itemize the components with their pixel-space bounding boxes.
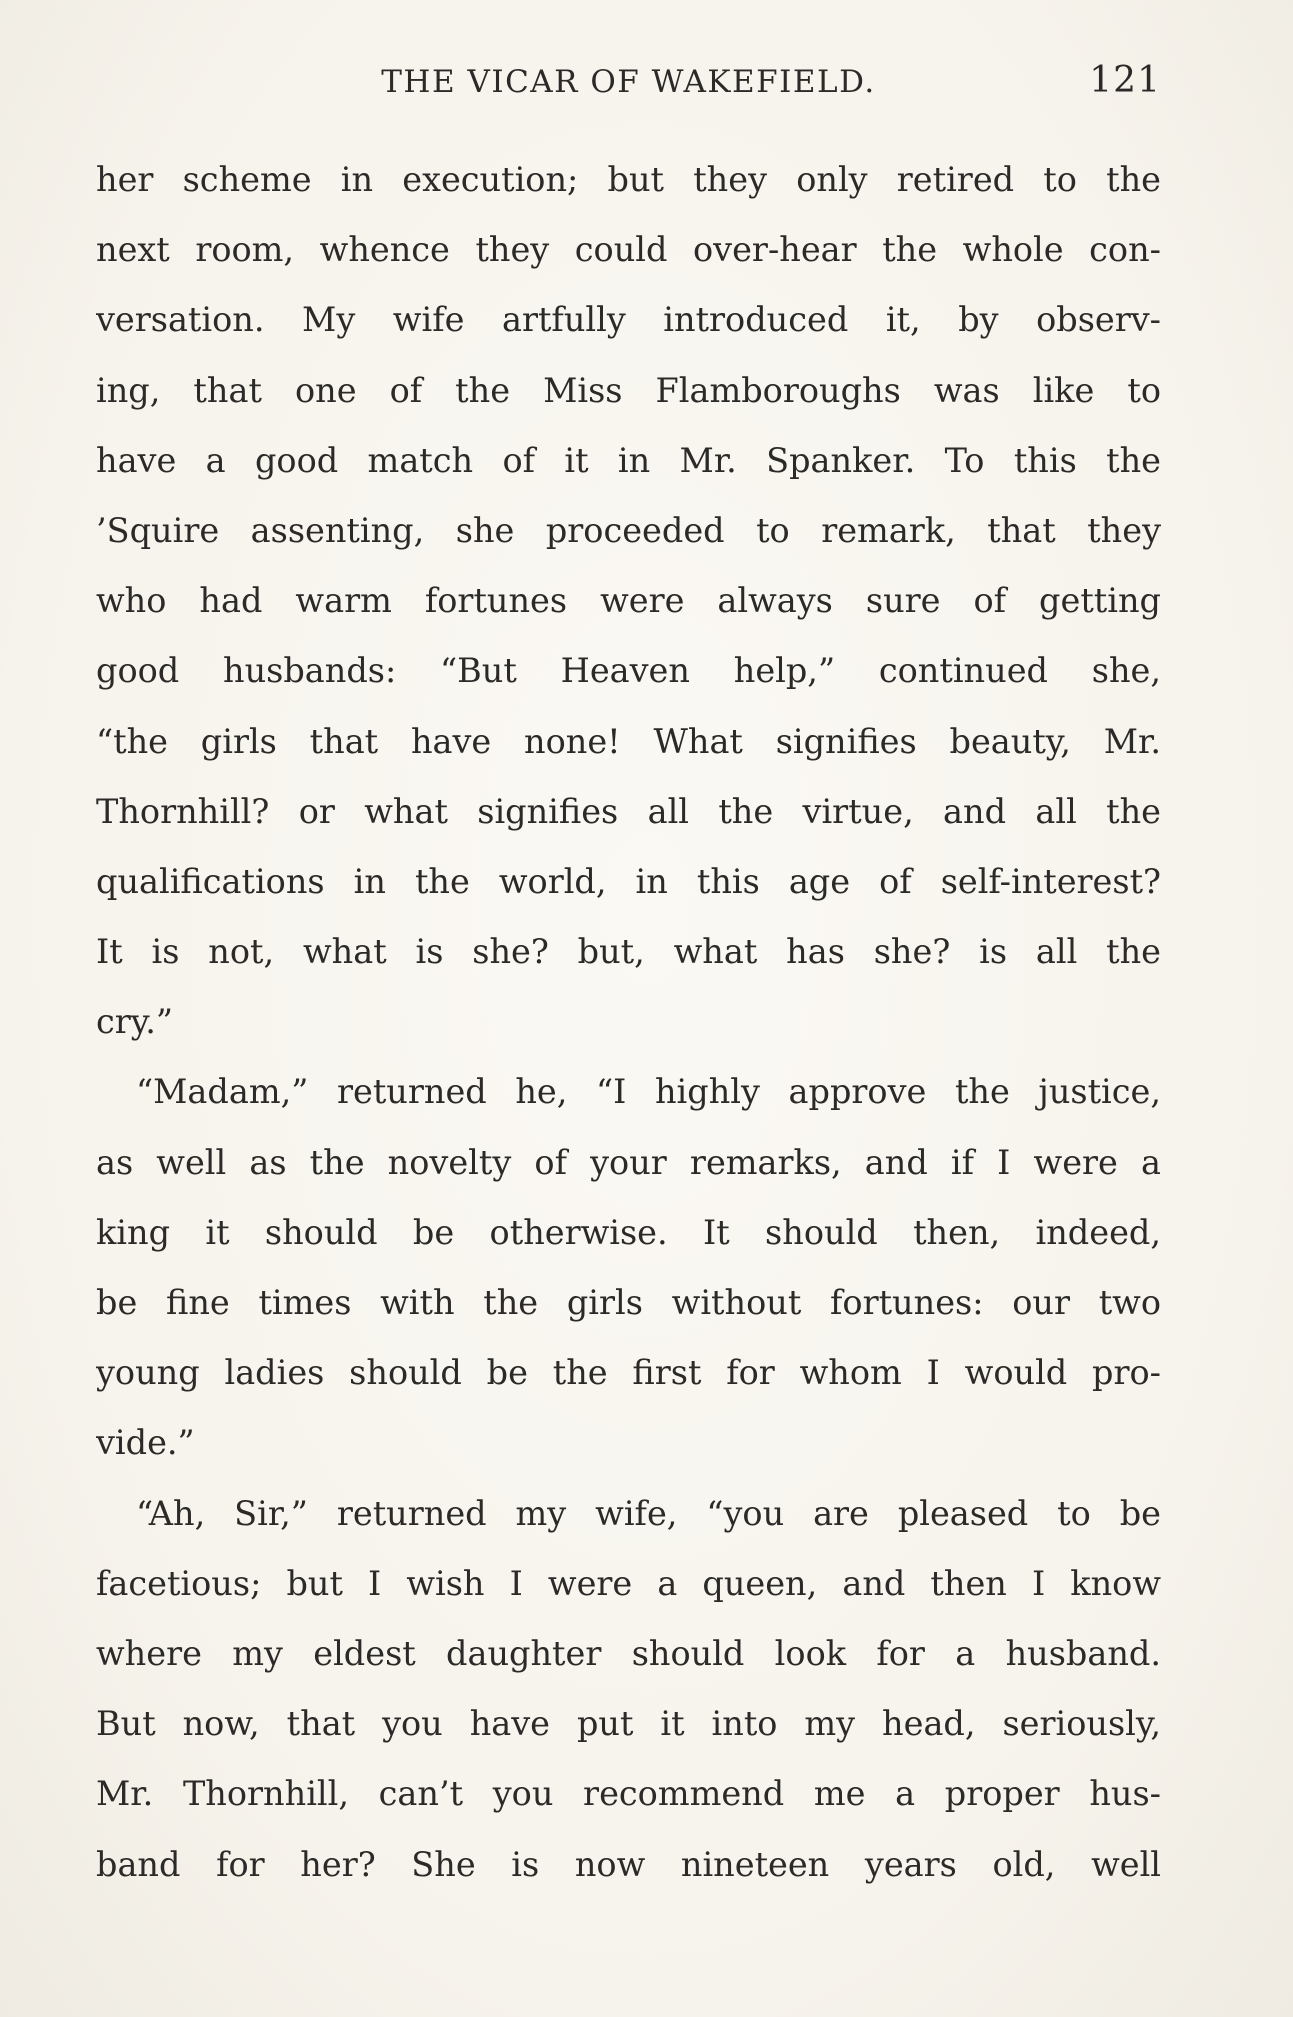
text-line: next room, whence they could over-hear the whole con- bbox=[96, 230, 1161, 270]
text-line: “Madam,” returned he, “I highly approve the justice, bbox=[136, 1072, 1161, 1112]
page-header bbox=[96, 60, 1161, 110]
text-line: cry.” bbox=[96, 1002, 174, 1042]
text-line: It is not, what is she? but, what has she? is all the bbox=[96, 932, 1161, 972]
text-line: “the girls that have none! What signifies beauty, Mr. bbox=[96, 721, 1161, 761]
text-line: as well as the novelty of your remarks, and if I were a bbox=[96, 1142, 1161, 1182]
text-line: king it should be otherwise. It should then, indeed, bbox=[96, 1212, 1161, 1252]
running-title: THE VICAR OF WAKEFIELD. bbox=[381, 64, 876, 100]
text-line: where my eldest daughter should look for a husband. bbox=[96, 1633, 1161, 1673]
page-number: 121 bbox=[1089, 60, 1161, 101]
text-line: ’Squire assenting, she proceeded to remark, that they bbox=[96, 510, 1161, 550]
text-line: ing, that one of the Miss Flamboroughs was like to bbox=[96, 370, 1161, 410]
text-line: But now, that you have put it into my head, seriously, bbox=[96, 1704, 1161, 1744]
text-line: “Ah, Sir,” returned my wife, “you are pleased to be bbox=[136, 1493, 1161, 1533]
text-line: her scheme in execution; but they only retired to the bbox=[96, 160, 1161, 199]
text-line: Thornhill? or what signifies all the virtue, and all the bbox=[96, 791, 1161, 831]
text-line: versation. My wife artfully introduced it, by observ- bbox=[96, 300, 1161, 340]
text-line: young ladies should be the first for whom I would pro- bbox=[96, 1353, 1161, 1393]
text-line: good husbands: “But Heaven help,” continued she, bbox=[96, 651, 1161, 691]
text-line: vide.” bbox=[96, 1423, 195, 1463]
text-line: qualifications in the world, in this age of self-interest? bbox=[96, 861, 1161, 901]
text-line: Mr. Thornhill, can’t you recommend me a proper hus- bbox=[96, 1774, 1161, 1814]
text-line: band for her? She is now nineteen years old, well bbox=[96, 1844, 1161, 1884]
text-line: who had warm fortunes were always sure of getting bbox=[96, 581, 1161, 621]
text-line: facetious; but I wish I were a queen, and then I know bbox=[96, 1563, 1161, 1603]
text-line: be fine times with the girls without fortunes: our two bbox=[96, 1283, 1161, 1322]
body-text bbox=[96, 145, 1161, 1900]
text-line: have a good match of it in Mr. Spanker. To this the bbox=[96, 440, 1161, 480]
